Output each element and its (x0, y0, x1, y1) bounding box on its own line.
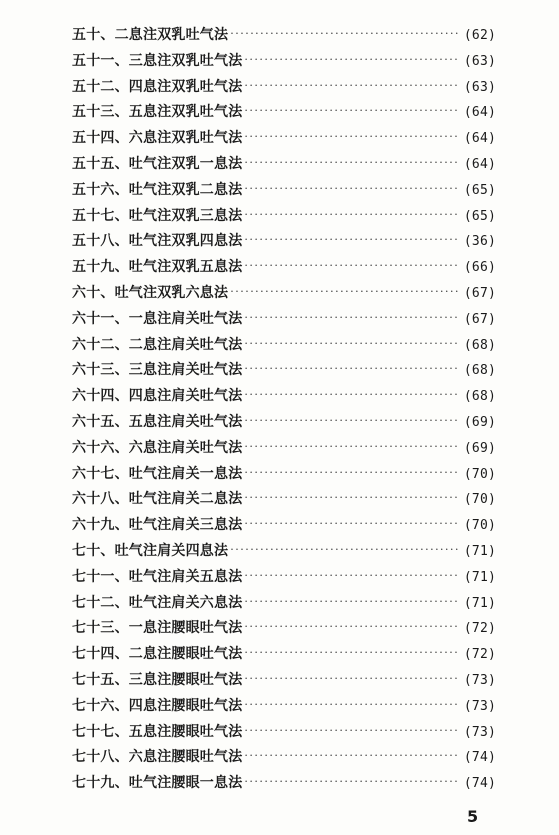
toc-entry (72, 695, 496, 721)
toc-entry-page: (73) (463, 698, 496, 714)
dot-leader (244, 208, 458, 221)
dot-leader (244, 517, 458, 530)
dot-leader (244, 672, 458, 685)
dot-leader (244, 491, 458, 504)
toc-entry (72, 127, 496, 153)
toc-entry-title: 五十四、六息注双乳吐气法 (72, 130, 243, 147)
dot-leader (244, 569, 458, 582)
dot-leader (244, 698, 458, 711)
toc-entry-page: (67) (463, 285, 496, 301)
toc-entry-title: 五十一、三息注双乳吐气法 (72, 52, 243, 69)
dot-leader (244, 414, 458, 427)
toc-entry-page: (70) (463, 518, 496, 534)
dot-leader (244, 749, 458, 762)
dot-leader (230, 285, 458, 298)
dot-leader (244, 362, 458, 375)
toc-entry (72, 359, 496, 385)
toc-entry (72, 308, 496, 334)
toc-entry (72, 772, 496, 798)
dot-leader (244, 156, 458, 169)
toc-entry-title: 六十二、二息注肩关吐气法 (72, 336, 243, 353)
dot-leader (244, 104, 458, 117)
toc-entry-title: 七十五、三息注腰眼吐气法 (72, 671, 243, 688)
dot-leader (244, 337, 458, 350)
toc-entry (72, 488, 496, 514)
toc-entry-title: 六十、吐气注双乳六息法 (72, 284, 229, 301)
toc-entry-title: 七十八、六息注腰眼吐气法 (72, 749, 243, 766)
toc-entry (72, 566, 496, 592)
toc-entry-page: (72) (463, 647, 496, 663)
dot-leader (244, 311, 458, 324)
toc-entry-title: 七十三、一息注腰眼吐气法 (72, 620, 243, 637)
dot-leader (244, 182, 458, 195)
toc-entry-title: 六十六、六息注肩关吐气法 (72, 439, 243, 456)
dot-leader (244, 775, 458, 788)
toc-entry-page: (66) (463, 260, 496, 276)
toc-entry-page: (72) (463, 621, 496, 637)
toc-entry-title: 五十、二息注双乳吐气法 (72, 27, 229, 43)
toc-entry-title: 七十六、四息注腰眼吐气法 (72, 697, 243, 714)
toc-entry (72, 76, 496, 102)
toc-entry-page: (62) (463, 28, 496, 43)
toc-entry-page: (65) (463, 208, 496, 224)
dot-leader (244, 233, 458, 246)
dot-leader (244, 388, 458, 401)
toc-entry-page: (64) (463, 156, 496, 172)
toc-entry-page: (68) (463, 363, 496, 379)
toc-entry-title: 五十八、吐气注双乳四息法 (72, 233, 243, 250)
toc-entry-page: (63) (463, 79, 496, 95)
toc-entry (72, 205, 496, 231)
toc-entry (72, 746, 496, 772)
toc-entry-page: (36) (463, 234, 496, 250)
table-of-contents (72, 24, 496, 798)
toc-entry-page: (69) (463, 440, 496, 456)
dot-leader (244, 595, 458, 608)
toc-entry-title: 七十七、五息注腰眼吐气法 (72, 723, 243, 740)
toc-entry-page: (64) (463, 105, 496, 121)
dot-leader (244, 620, 458, 633)
toc-entry-title: 七十四、二息注腰眼吐气法 (72, 646, 243, 663)
toc-entry-page: (73) (463, 724, 496, 740)
toc-entry-page: (65) (463, 182, 496, 198)
dot-leader (230, 543, 458, 556)
toc-entry (72, 411, 496, 437)
toc-entry (72, 334, 496, 360)
toc-entry-page: (64) (463, 131, 496, 147)
toc-entry-page: (73) (463, 672, 496, 688)
toc-entry (72, 256, 496, 282)
toc-entry (72, 540, 496, 566)
dot-leader (244, 646, 458, 659)
toc-entry (72, 282, 496, 308)
toc-entry (72, 592, 496, 618)
toc-entry-page: (68) (463, 337, 496, 353)
toc-entry-title: 五十三、五息注双乳吐气法 (72, 104, 243, 121)
toc-entry-title: 七十一、吐气注肩关五息法 (72, 568, 243, 585)
toc-entry (72, 24, 496, 50)
toc-entry-page: (71) (463, 569, 496, 585)
toc-entry-title: 六十七、吐气注肩关一息法 (72, 465, 243, 482)
toc-entry-page: (71) (463, 595, 496, 611)
toc-entry (72, 643, 496, 669)
toc-entry-page: (67) (463, 311, 496, 327)
toc-entry-title: 五十七、吐气注双乳三息法 (72, 207, 243, 224)
toc-entry-page: (69) (463, 414, 496, 430)
toc-entry-title: 五十九、吐气注双乳五息法 (72, 259, 243, 276)
dot-leader (244, 259, 458, 272)
toc-entry-page: (74) (463, 776, 496, 792)
toc-entry-title: 六十五、五息注肩关吐气法 (72, 413, 243, 430)
dot-leader (244, 79, 458, 92)
toc-entry-page: (74) (463, 750, 496, 766)
toc-entry-page: (63) (463, 53, 496, 69)
toc-entry-title: 六十四、四息注肩关吐气法 (72, 388, 243, 405)
dot-leader (244, 53, 458, 66)
toc-entry-title: 七十二、吐气注肩关六息法 (72, 594, 243, 611)
toc-entry (72, 721, 496, 747)
toc-entry (72, 514, 496, 540)
toc-entry-title: 七十、吐气注肩关四息法 (72, 542, 229, 559)
toc-entry-title: 六十九、吐气注肩关三息法 (72, 517, 243, 534)
toc-entry (72, 437, 496, 463)
toc-entry-page: (71) (463, 543, 496, 559)
toc-entry (72, 153, 496, 179)
page-number: 5 (467, 807, 479, 826)
toc-entry-title: 六十三、三息注肩关吐气法 (72, 362, 243, 379)
toc-entry (72, 669, 496, 695)
toc-entry (72, 617, 496, 643)
toc-entry-title: 五十六、吐气注双乳二息法 (72, 181, 243, 198)
toc-entry-page: (70) (463, 466, 496, 482)
dot-leader (244, 130, 458, 143)
toc-entry-title: 六十一、一息注肩关吐气法 (72, 310, 243, 327)
toc-entry-title: 五十五、吐气注双乳一息法 (72, 155, 243, 172)
dot-leader (244, 724, 458, 737)
toc-entry-title: 七十九、吐气注腰眼一息法 (72, 775, 243, 792)
toc-entry (72, 50, 496, 76)
toc-entry (72, 101, 496, 127)
toc-entry-page: (68) (463, 389, 496, 405)
dot-leader (244, 466, 458, 479)
toc-entry-title: 五十二、四息注双乳吐气法 (72, 78, 243, 95)
toc-entry (72, 179, 496, 205)
dot-leader (244, 440, 458, 453)
toc-entry-title: 六十八、吐气注肩关二息法 (72, 491, 243, 508)
dot-leader (230, 27, 458, 40)
toc-entry (72, 463, 496, 489)
toc-entry (72, 230, 496, 256)
toc-entry (72, 385, 496, 411)
toc-entry-page: (70) (463, 492, 496, 508)
